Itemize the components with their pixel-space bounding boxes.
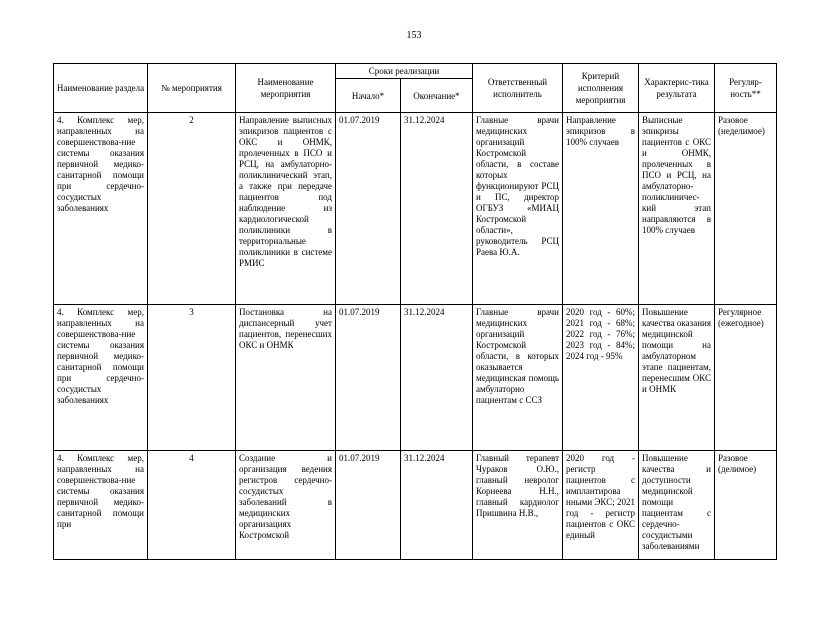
cell-criterion: 2020 год - 60%; 2021 год - 68%; 2022 год - 76%; 2023 год - 84%; 2024 год - 95% <box>563 305 639 451</box>
cell-executor: Главный терапевт Чураков О.Ю., главный невролог Корнеева Н.Н., главный кардиолог Пришвина Н.В., <box>473 451 563 560</box>
header-regularity: Регуляр-ность** <box>715 64 777 113</box>
cell-activity: Создание и организация ведения регистров сердечно-сосудистых заболеваний в медицинских организациях Костромской <box>236 451 336 560</box>
cell-section: 4. Комплекс мер, направленных на совершенствова-ние системы оказания первичной медико-санитарной помощи при сердечно-сосудистых заболеваниях <box>54 113 148 305</box>
cell-executor: Главные врачи медицинских организаций Костромской области, в составе которых функционируют РСЦ и ПС, директор ОГБУЗ «МИАЦ Костромской области», руководитель РСЦ Раева Ю.А. <box>473 113 563 305</box>
header-section: Наименование раздела <box>54 64 148 113</box>
cell-result: Выписные эпикризы пациентов с ОКС и ОНМК, пролеченных в ПСО и РСЦ, на амбулаторно-поликлиничес-кий этап направляются в 100% случаев <box>639 113 715 305</box>
cell-end: 31.12.2024 <box>401 305 473 451</box>
table-row <box>54 451 777 560</box>
cell-regularity: Разовое (неделимое) <box>715 113 777 305</box>
cell-start: 01.07.2019 <box>336 305 401 451</box>
cell-number: 4 <box>148 451 236 560</box>
cell-criterion: Направление эпикризов в 100% случаев <box>563 113 639 305</box>
header-result: Характерис-тика результата <box>639 64 715 113</box>
header-executor: Ответственный исполнитель <box>473 64 563 113</box>
cell-regularity: Разовое (делимое) <box>715 451 777 560</box>
header-end: Окончание* <box>401 79 473 113</box>
cell-start: 01.07.2019 <box>336 451 401 560</box>
cell-section: 4. Комплекс мер, направленных на совершенствова-ние системы оказания первичной медико-санитарной помощи при сердечно-сосудистых заболеваниях <box>54 305 148 451</box>
activities-table <box>53 63 777 560</box>
cell-criterion: 2020 год - регистр пациентов с имплантирова нными ЭКС; 2021 год - регистр пациентов с ОКС единый <box>563 451 639 560</box>
header-terms: Сроки реализации <box>336 64 473 79</box>
cell-regularity: Регулярное (ежегодное) <box>715 305 777 451</box>
cell-number: 3 <box>148 305 236 451</box>
table-row <box>54 113 777 305</box>
cell-end: 31.12.2024 <box>401 451 473 560</box>
page-number: 153 <box>406 30 422 41</box>
header-number: № мероприятия <box>148 64 236 113</box>
header-start: Начало* <box>336 79 401 113</box>
cell-activity: Постановка на диспансерный учет пациентов, перенесших ОКС и ОНМК <box>236 305 336 451</box>
cell-result: Повышение качества и доступности медицинской помощи пациентам с сердечно-сосудистыми заболеваниями <box>639 451 715 560</box>
cell-activity: Направление выписных эпикризов пациентов с ОКС и ОНМК, пролеченных в ПСО и РСЦ, на амбулаторно-поликлинический этап, а также при передаче пациентов под наблюдение из кардиологической поликлиники в территориальные поликлиники в системе РМИС <box>236 113 336 305</box>
cell-start: 01.07.2019 <box>336 113 401 305</box>
cell-section: 4. Комплекс мер, направленных на совершенствова-ние системы оказания первичной медико-санитарной помощи при <box>54 451 148 560</box>
cell-end: 31.12.2024 <box>401 113 473 305</box>
header-criterion: Критерий исполнения мероприятия <box>563 64 639 113</box>
cell-result: Повышение качества оказания медицинской помощи на амбулаторном этапе пациентам, перенесшим ОКС и ОНМК <box>639 305 715 451</box>
cell-executor: Главные врачи медицинских организаций Костромской области, в которых оказывается медицинская помощь амбулаторно пациентам с ССЗ <box>473 305 563 451</box>
header-activity: Наименование мероприятия <box>236 64 336 113</box>
table-row <box>54 305 777 451</box>
cell-number: 2 <box>148 113 236 305</box>
